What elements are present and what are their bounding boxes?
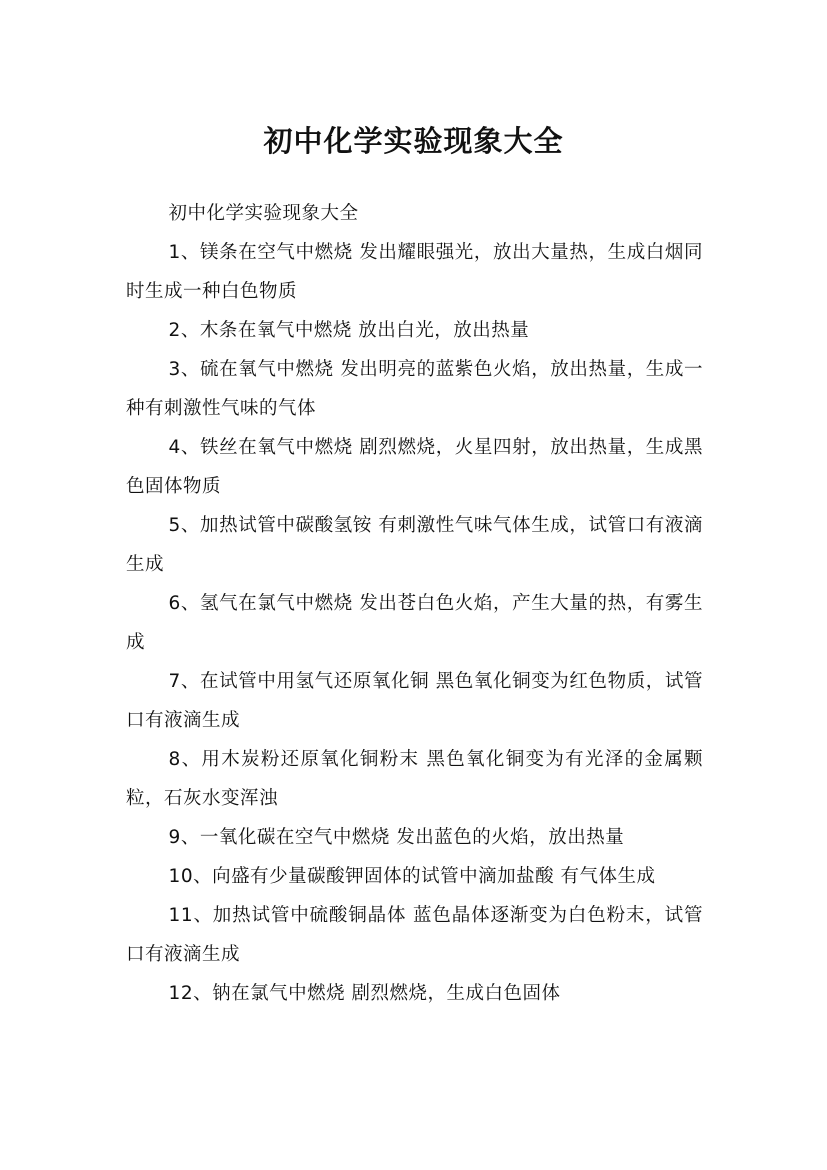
paragraph-item: 1、镁条在空气中燃烧 发出耀眼强光，放出大量热，生成白烟同时生成一种白色物质 [126, 242, 703, 302]
paragraph-item: 9、一氧化碳在空气中燃烧 发出蓝色的火焰，放出热量 [168, 827, 625, 848]
paragraph-item: 5、加热试管中碳酸氢铵 有刺激性气味气体生成，试管口有液滴生成 [126, 515, 703, 575]
paragraph-heading: 初中化学实验现象大全 [168, 203, 359, 224]
paragraph-item: 7、在试管中用氢气还原氧化铜 黑色氧化铜变为红色物质，试管口有液滴生成 [126, 671, 703, 731]
document-body [126, 194, 703, 1013]
paragraph-item: 8、用木炭粉还原氧化铜粉末 黑色氧化铜变为有光泽的金属颗粒，石灰水变浑浊 [126, 749, 703, 809]
paragraph-item: 10、向盛有少量碳酸钾固体的试管中滴加盐酸 有气体生成 [168, 866, 656, 887]
paragraph-item: 6、氢气在氯气中燃烧 发出苍白色火焰，产生大量的热，有雾生成 [126, 593, 703, 653]
paragraph-item: 3、硫在氧气中燃烧 发出明亮的蓝紫色火焰，放出热量，生成一种有刺激性气味的气体 [126, 359, 703, 419]
paragraph-item: 2、木条在氧气中燃烧 放出白光，放出热量 [168, 320, 530, 341]
paragraph-item: 11、加热试管中硫酸铜晶体 蓝色晶体逐渐变为白色粉末，试管口有液滴生成 [126, 905, 703, 965]
paragraph-item: 4、铁丝在氧气中燃烧 剧烈燃烧，火星四射，放出热量，生成黑色固体物质 [126, 437, 703, 497]
paragraph-item: 12、钠在氯气中燃烧 剧烈燃烧，生成白色固体 [168, 983, 561, 1004]
document-title: 初中化学实验现象大全 [263, 124, 564, 159]
